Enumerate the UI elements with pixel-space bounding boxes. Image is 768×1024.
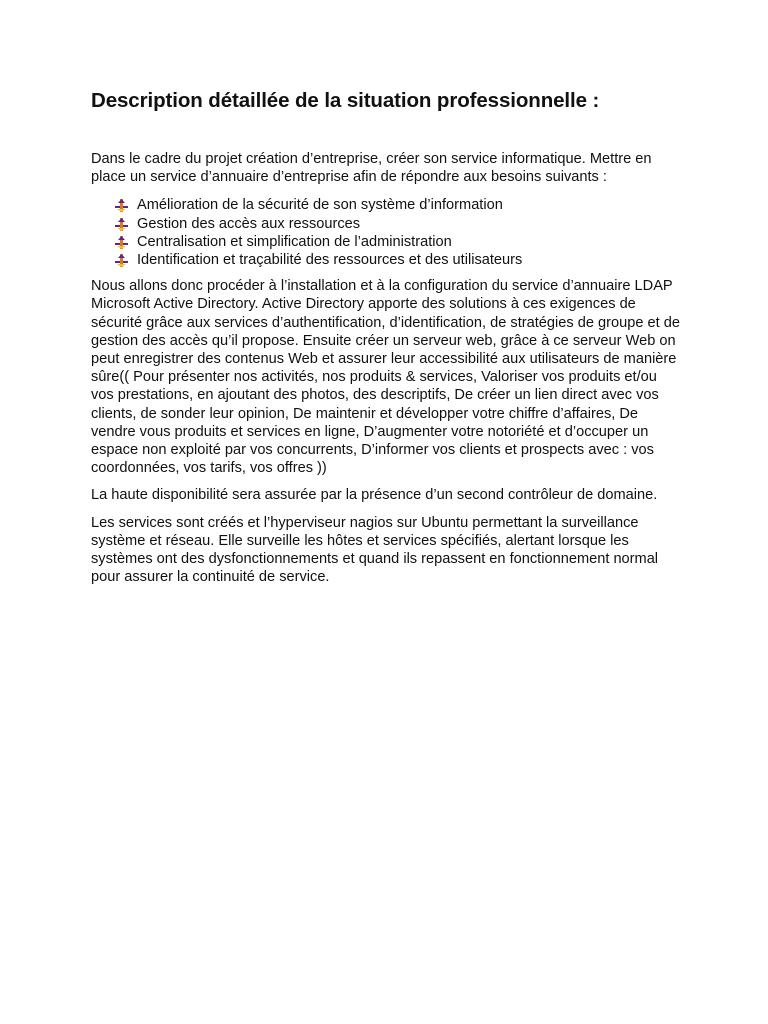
requirements-list — [91, 196, 681, 269]
body-paragraph-availability: La haute disponibilité sera assurée par la présence d’un second contrôleur de domaine. — [91, 487, 658, 504]
arrow-bullet-icon — [115, 236, 128, 249]
intro-paragraph: Dans le cadre du projet création d’entreprise, créer son service informatique. Mettre en place un service d’annuaire d’entreprise afin de répondre aux besoins suivants : — [91, 151, 652, 186]
arrow-bullet-icon — [115, 199, 128, 212]
body-paragraph-nagios: Les services sont créés et l’hyperviseur nagios sur Ubuntu permettant la surveillance système et réseau. Elle surveille les hôtes et services spécifiés, alertant lorsque les systèmes ont des dysfonctionnements et quand ils repassent en fonctionnement normal pour assurer la continuité de service. — [91, 514, 659, 586]
list-item-text: Centralisation et simplification de l’administration — [137, 233, 452, 250]
arrow-bullet-icon — [115, 218, 128, 231]
list-item-text: Identification et traçabilité des ressources et des utilisateurs — [137, 252, 523, 269]
body-paragraph-ldap: Nous allons donc procéder à l’installation et à la configuration du service d’annuaire LDAP Microsoft Active Directory. Active Directory apporte des solutions à ces exigences de sécurité grâce aux services d’authentification, d’identification, de stratégies de groupe et de gestion des accès qu’il propose. Ensuite créer un serveur web, grâce à ce serveur Web on peut enregistrer des contenus Web et assurer leur accessibilité aux utilisateurs de manière sûre(( Pour présenter nos activités, nos produits & services, Valoriser vos produits et/ou vos prestations, en ajoutant des photos, des descriptifs, De créer un lien direct avec vos clients, de sonder leur opinion, De maintenir et développer votre chiffre d’affaires, De vendre vous produits et services en ligne, D’augmenter votre notoriété et d’occuper un espace non exploité par vos concurrents, D’informer vos clients et prospects avec : vos coordonnées, vos tarifs, vos offres )) — [91, 278, 680, 477]
list-item — [115, 215, 681, 233]
arrow-bullet-icon — [115, 254, 128, 267]
list-item — [115, 233, 681, 251]
document-title: Description détaillée de la situation professionnelle : — [91, 89, 600, 112]
list-item-text: Gestion des accès aux ressources — [137, 215, 361, 232]
list-item — [115, 251, 681, 269]
document-page — [91, 86, 681, 586]
list-item-text: Amélioration de la sécurité de son système d’information — [137, 197, 503, 214]
list-item — [115, 196, 681, 214]
